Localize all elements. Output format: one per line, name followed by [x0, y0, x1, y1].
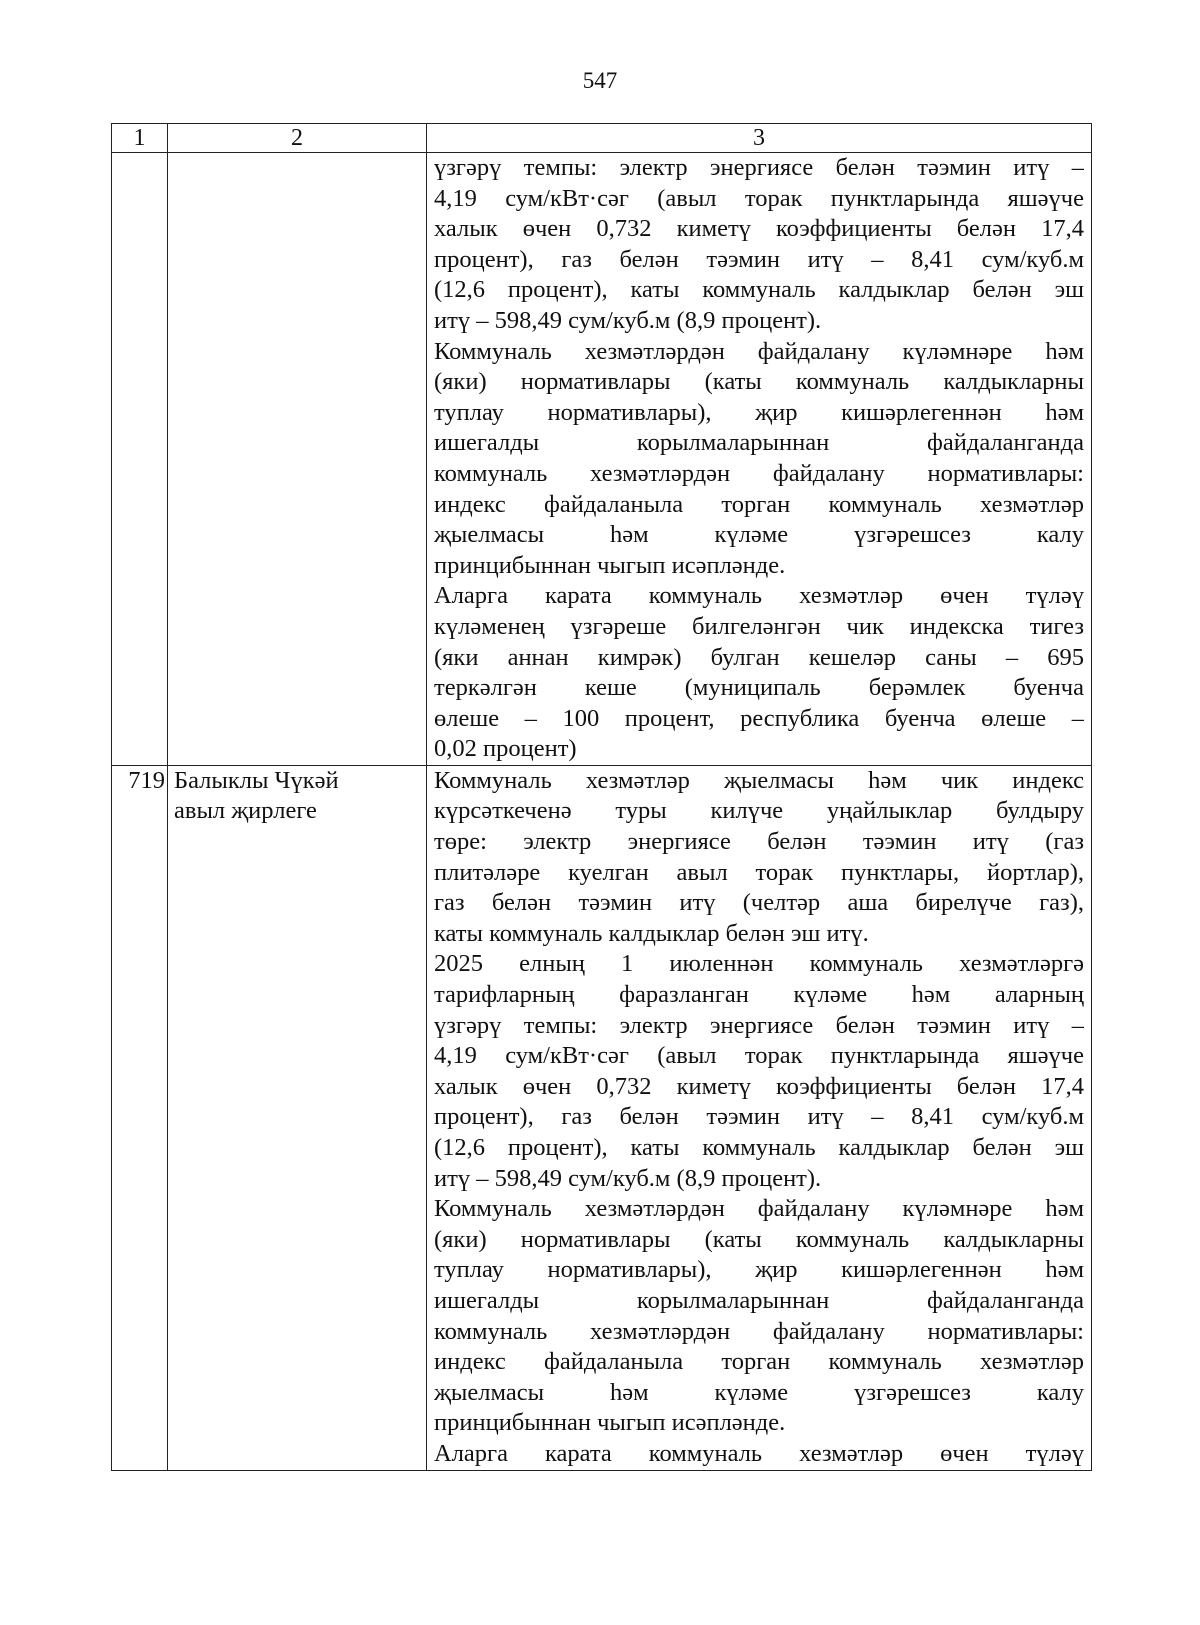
text-line: итү – 598,49 сум/куб.м (8,9 процент). [434, 1164, 822, 1192]
text-line: Коммуналь хезмәтләр җыелмасы һәм чик индекс [434, 766, 1084, 794]
settlement-name-cell [168, 765, 427, 1470]
text-line: теркәлгән кеше (муниципаль берәмлек буенча [434, 674, 1084, 702]
description-paragraph [434, 153, 1084, 337]
tariff-table [111, 123, 1092, 1471]
settlement-name-cell [168, 153, 427, 766]
table-row [112, 153, 1092, 766]
text-line: Аларга карата коммуналь хезмәтләр өчен түләү [434, 582, 1084, 610]
text-line: 4,19 сум/кВт·сәг (авыл торак пунктларында яшәүче [434, 184, 1084, 212]
text-line: плитәләре куелган авыл торак пунктлары, йортлар), [434, 858, 1084, 886]
text-line: (яки) нормативлары (каты коммуналь калдыкларны [434, 368, 1084, 396]
text-line: туплау нормативлары), җир кишәрлегеннән һәм [434, 1256, 1084, 1284]
description-paragraph [434, 581, 1084, 765]
text-line: 0,02 процент) [434, 735, 577, 763]
settlement-name-line: Балыклы Чүкәй [174, 766, 339, 794]
text-line: индекс файдаланыла торган коммуналь хезмәтләр [434, 1348, 1084, 1376]
column-header-row [112, 124, 1092, 153]
text-line: тарифларның фаразланган күләме һәм аларның [434, 981, 1084, 1009]
text-line: процент), газ белән тәэмин итү – 8,41 сум/куб.м [434, 245, 1084, 273]
text-line: Коммуналь хезмәтләрдән файдалану күләмнәре һәм [434, 1195, 1084, 1223]
text-line: (12,6 процент), каты коммуналь калдыклар белән эш [434, 276, 1084, 304]
table-row [112, 765, 1092, 1470]
text-line: туплау нормативлары), җир кишәрлегеннән һәм [434, 398, 1084, 426]
row-number-cell: 719 [112, 765, 168, 1470]
text-line: халык өчен 0,732 киметү коэффициенты белән 17,4 [434, 1072, 1084, 1100]
text-line: 4,19 сум/кВт·сәг (авыл торак пунктларында яшәүче [434, 1042, 1084, 1070]
description-paragraph [434, 949, 1084, 1194]
description-paragraph [434, 337, 1084, 582]
text-line: күләменең үзгәреше билгеләнгән чик индекска тигез [434, 612, 1084, 640]
description-paragraph [434, 1194, 1084, 1439]
description-paragraph [434, 766, 1084, 950]
text-line: ишегалды корылмаларыннан файдаланганда [434, 1286, 1084, 1314]
text-line: өлеше – 100 процент, республика буенча өлеше – [434, 704, 1084, 732]
text-line: процент), газ белән тәэмин итү – 8,41 сум/куб.м [434, 1103, 1084, 1131]
text-line: күрсәткеченә туры килүче уңайлыклар булдыру [434, 797, 1084, 825]
text-line: Аларга карата коммуналь хезмәтләр өчен түләү [434, 1439, 1084, 1467]
description-paragraph [434, 1439, 1084, 1470]
text-line: принцибыннан чыгып исәпләнде. [434, 551, 786, 579]
text-line: коммуналь хезмәтләрдән файдалану нормативлары: [434, 459, 1084, 487]
column-header-1: 1 [112, 124, 168, 153]
text-line: (12,6 процент), каты коммуналь калдыклар белән эш [434, 1134, 1084, 1161]
text-line: ишегалды корылмаларыннан файдаланганда [434, 429, 1084, 457]
row-number-cell [112, 153, 168, 766]
text-line: җыелмасы һәм күләме үзгәрешсез калу [434, 1378, 1084, 1406]
text-line: халык өчен 0,732 киметү коэффициенты белән 17,4 [434, 215, 1084, 243]
table-body [112, 124, 1092, 1471]
text-line: газ белән тәэмин итү (челтәр аша бирелүче газ), [434, 889, 1084, 917]
column-header-3: 3 [427, 124, 1092, 153]
text-line: принцибыннан чыгып исәпләнде. [434, 1409, 786, 1437]
settlement-name-line: авыл җирлеге [174, 797, 317, 825]
text-line: (яки аннан кимрәк) булган кешеләр саны – 695 [434, 643, 1084, 671]
text-line: коммуналь хезмәтләрдән файдалану нормативлары: [434, 1317, 1084, 1345]
text-line: индекс файдаланыла торган коммуналь хезмәтләр [434, 490, 1084, 518]
text-line: итү – 598,49 сум/куб.м (8,9 процент). [434, 306, 822, 334]
text-line: каты коммуналь калдыклар белән эш итү. [434, 919, 869, 947]
text-line: җыелмасы һәм күләме үзгәрешсез калу [434, 521, 1084, 549]
text-line: үзгәрү темпы: электр энергиясе белән тәэмин итү – [434, 1011, 1084, 1039]
page-number: 547 [582, 68, 618, 93]
description-cell [427, 765, 1092, 1470]
text-line: 2025 елның 1 июленнән коммуналь хезмәтләргә [434, 950, 1084, 978]
text-line: үзгәрү темпы: электр энергиясе белән тәэмин итү – [434, 154, 1084, 181]
text-line: төре: электр энергиясе белән тәэмин итү (газ [434, 828, 1084, 856]
description-cell [427, 153, 1092, 766]
text-line: (яки) нормативлары (каты коммуналь калдыкларны [434, 1225, 1084, 1253]
text-line: Коммуналь хезмәтләрдән файдалану күләмнәре һәм [434, 337, 1084, 365]
column-header-2: 2 [168, 124, 427, 153]
